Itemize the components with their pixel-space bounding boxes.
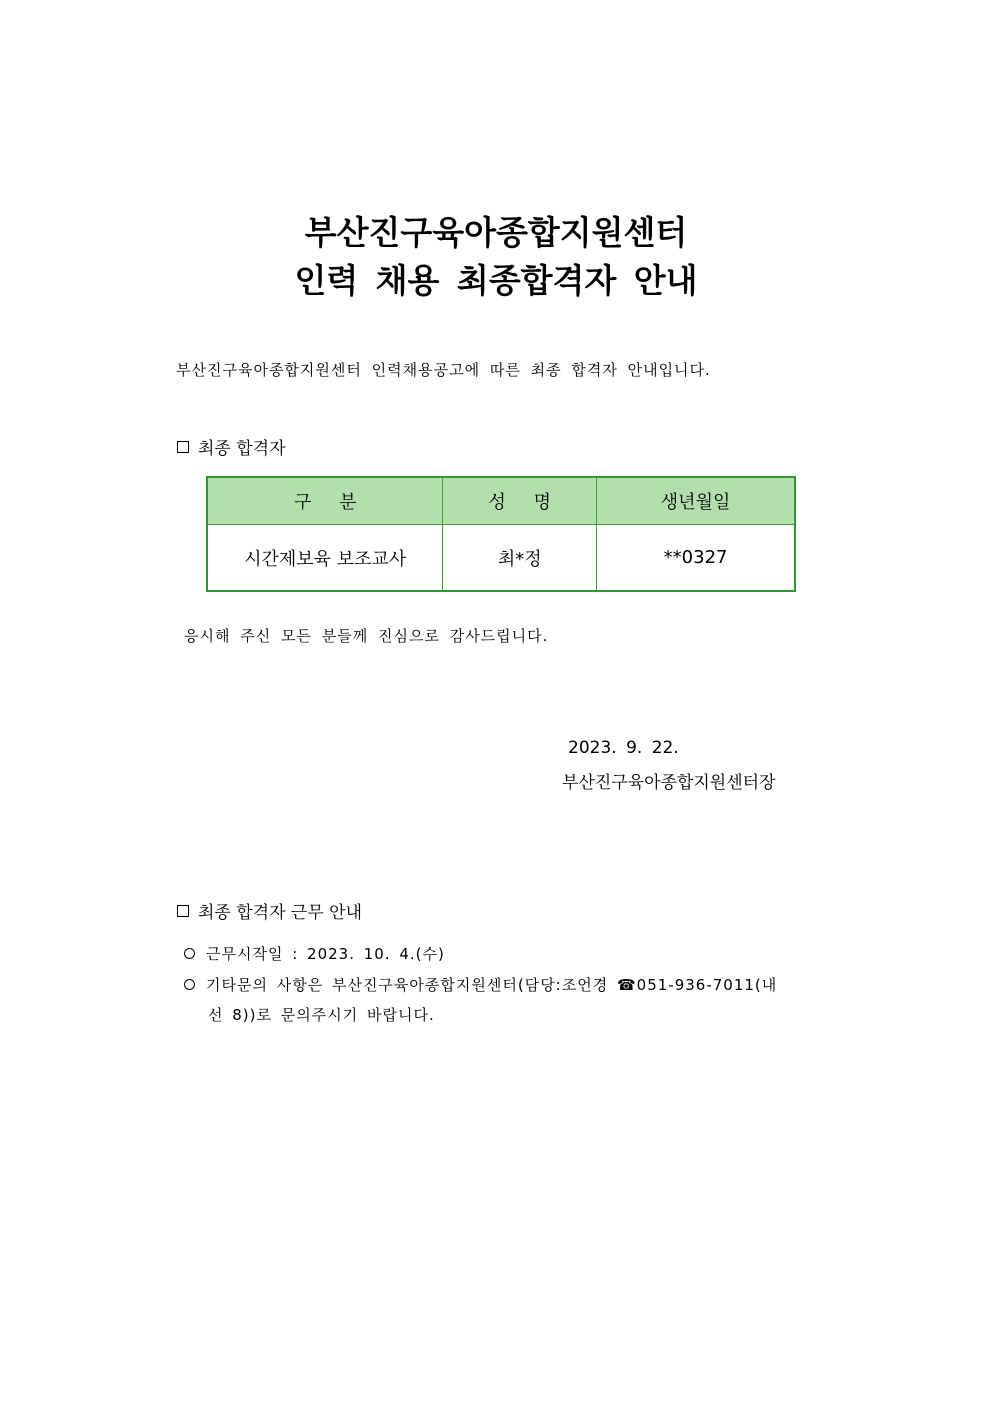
section-heading-label: 최종 합격자 근무 안내 bbox=[198, 903, 363, 923]
checkbox-square-icon bbox=[177, 441, 189, 453]
circle-bullet-icon bbox=[184, 979, 195, 990]
table-header-row bbox=[207, 477, 795, 525]
checkbox-square-icon bbox=[177, 905, 189, 917]
table-row bbox=[207, 525, 795, 592]
result-table bbox=[206, 476, 796, 592]
signature-text: 부산진구육아종합지원센터장 bbox=[562, 773, 776, 793]
section-heading-work-info bbox=[177, 898, 362, 923]
table-cell-category: 시간제보육 보조교사 bbox=[207, 525, 443, 592]
document-date: 2023. 9. 22. bbox=[568, 738, 679, 758]
table-cell-birthdate: **0327 bbox=[597, 525, 795, 592]
section-heading-final-passers bbox=[177, 434, 286, 459]
list-item bbox=[184, 974, 777, 995]
table-header-birthdate: 생년월일 bbox=[597, 477, 795, 525]
list-item-text: 기타문의 사항은 부산진구육아종합지원센터(담당:조언경 ☎051-936-7011(내 bbox=[206, 976, 778, 994]
table-cell-name: 최*정 bbox=[443, 525, 597, 592]
thanks-text: 응시해 주신 모든 분들께 진심으로 감사드립니다. bbox=[184, 627, 549, 645]
list-item-continuation: 선 8))로 문의주시기 바랍니다. bbox=[208, 1006, 435, 1024]
section-heading-label: 최종 합격자 bbox=[198, 439, 286, 459]
document-title-line1: 부산진구육아종합지원센터 bbox=[304, 213, 688, 252]
table-header-category: 구 분 bbox=[207, 477, 443, 525]
list-item bbox=[184, 943, 445, 964]
circle-bullet-icon bbox=[184, 948, 195, 959]
list-item-text: 근무시작일 : 2023. 10. 4.(수) bbox=[206, 945, 445, 963]
table-header-name: 성 명 bbox=[443, 477, 597, 525]
document-title-line2: 인력 채용 최종합격자 안내 bbox=[294, 261, 698, 300]
intro-text: 부산진구육아종합지원센터 인력채용공고에 따른 최종 합격자 안내입니다. bbox=[176, 361, 711, 379]
